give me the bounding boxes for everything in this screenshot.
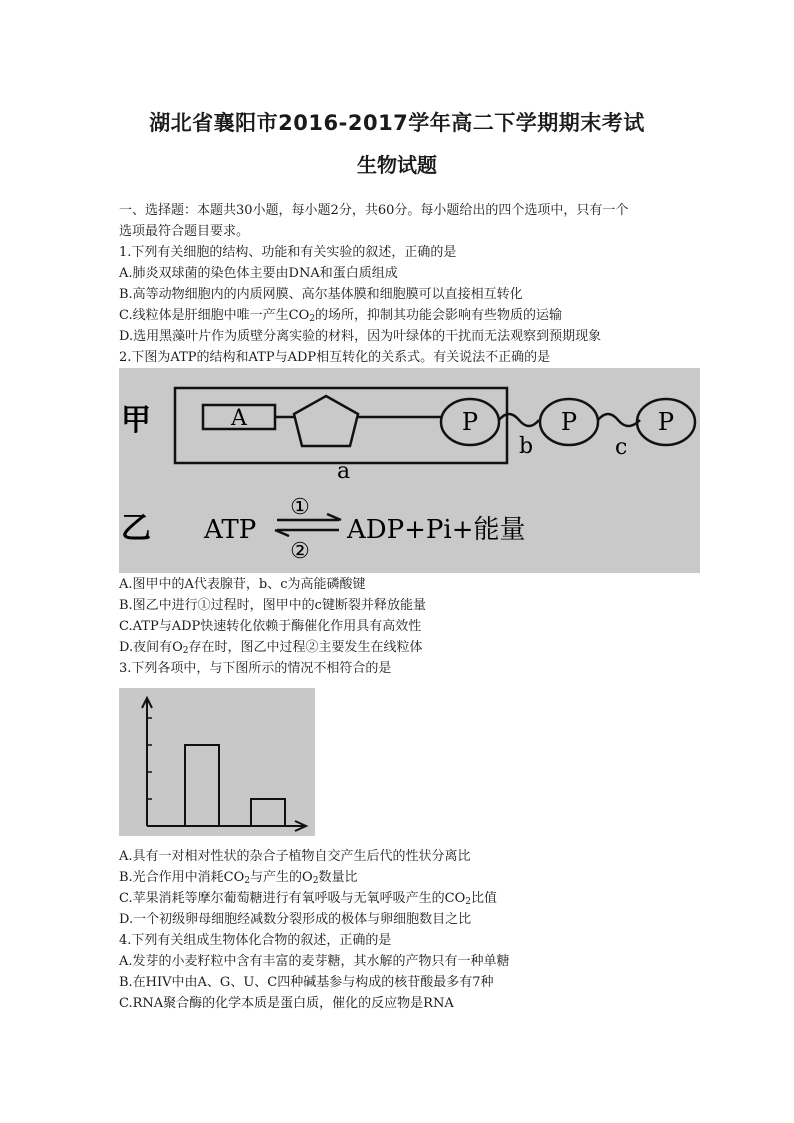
atp-text: ATP: [204, 515, 257, 545]
q3-stem: 3.下列各项中，与下图所示的情况不相符合的是: [119, 661, 392, 676]
q4-option-b: B.在HIV中由A、G、U、C四种碱基参与构成的核苷酸最多有7种: [119, 975, 494, 990]
ribose-pentagon: [294, 396, 358, 446]
svg-text:P: P: [461, 408, 479, 436]
bond-c: [598, 414, 640, 426]
q4-stem: 4.下列有关组成生物体化合物的叙述，正确的是: [119, 933, 392, 948]
q3-option-a: A.具有一对相对性状的杂合子植物自交产生后代的性状分离比: [119, 849, 471, 864]
q1-option-d: D.选用黑藻叶片作为质壁分离实验的材料，因为叶绿体的干扰而无法观察到预期现象: [119, 329, 602, 344]
q2-option-a: A.图甲中的A代表腺苷，b、c为高能磷酸键: [119, 577, 366, 592]
q4-option-a: A.发芽的小麦籽粒中含有丰富的麦芽糖，其水解的产物只有一种单糖: [119, 954, 510, 969]
bar-1: [185, 745, 219, 826]
q2-stem: 2.下图为ATP的结构和ATP与ADP相互转化的关系式。有关说法不正确的是: [119, 350, 551, 365]
page-subtitle: 生物试题: [357, 153, 437, 177]
label-jia: 甲: [121, 403, 151, 438]
label-c: c: [615, 435, 628, 460]
label-a: a: [337, 459, 351, 484]
svg-text:P: P: [560, 408, 578, 436]
section-intro-line2: 选项最符合题目要求。: [119, 224, 250, 239]
q2-option-b: B.图乙中进行①过程时，图甲中的c键断裂并释放能量: [119, 598, 426, 613]
bond-b: [499, 414, 539, 426]
section-intro-line1: 一、选择题：本题共30小题，每小题2分，共60分。每小题给出的四个选项中，只有一个: [119, 203, 629, 218]
q1-stem: 1.下列有关细胞的结构、功能和有关实验的叙述，正确的是: [119, 245, 457, 260]
products-text: ADP+Pi+能量: [347, 515, 526, 545]
arrow2-label: ②: [290, 539, 310, 564]
q1-option-b: B.高等动物细胞内的内质网膜、高尔基体膜和细胞膜可以直接相互转化: [119, 287, 523, 302]
q2-option-d: D.夜间有$O_2$存在时，图乙中过程②主要发生在线粒体: [119, 640, 423, 656]
adenine-label: A: [231, 406, 247, 431]
page-title: 湖北省襄阳市2016-2017学年高二下学期期末考试: [149, 111, 645, 135]
q1-option-c: C.线粒体是肝细胞中唯一产生$CO_2$的场所，抑制其功能会影响有些物质的运输: [119, 308, 562, 324]
atp-structure-figure: [119, 368, 700, 573]
q1-option-a: A.肺炎双球菌的染色体主要由DNA和蛋白质组成: [119, 266, 398, 281]
bar-chart-figure: [119, 688, 315, 836]
arrow1-label: ①: [290, 495, 310, 520]
label-b: b: [519, 434, 534, 459]
q3-option-b: B.光合作用中消耗$CO_2$与产生的$O_2$数量比: [119, 870, 358, 886]
q3-option-c: C.苹果消耗等摩尔葡萄糖进行有氧呼吸与无氧呼吸产生的$CO_2$比值: [119, 891, 497, 907]
svg-text:P: P: [657, 408, 675, 436]
label-yi: 乙: [121, 511, 151, 546]
q4-option-c: C.RNA聚合酶的化学本质是蛋白质，催化的反应物是RNA: [119, 996, 454, 1011]
atp-bracket-box-a: [175, 388, 507, 463]
q2-option-c: C.ATP与ADP快速转化依赖于酶催化作用具有高效性: [119, 619, 422, 634]
bar-2: [251, 799, 285, 826]
q3-option-d: D.一个初级卵母细胞经减数分裂形成的极体与卵细胞数目之比: [119, 912, 472, 927]
